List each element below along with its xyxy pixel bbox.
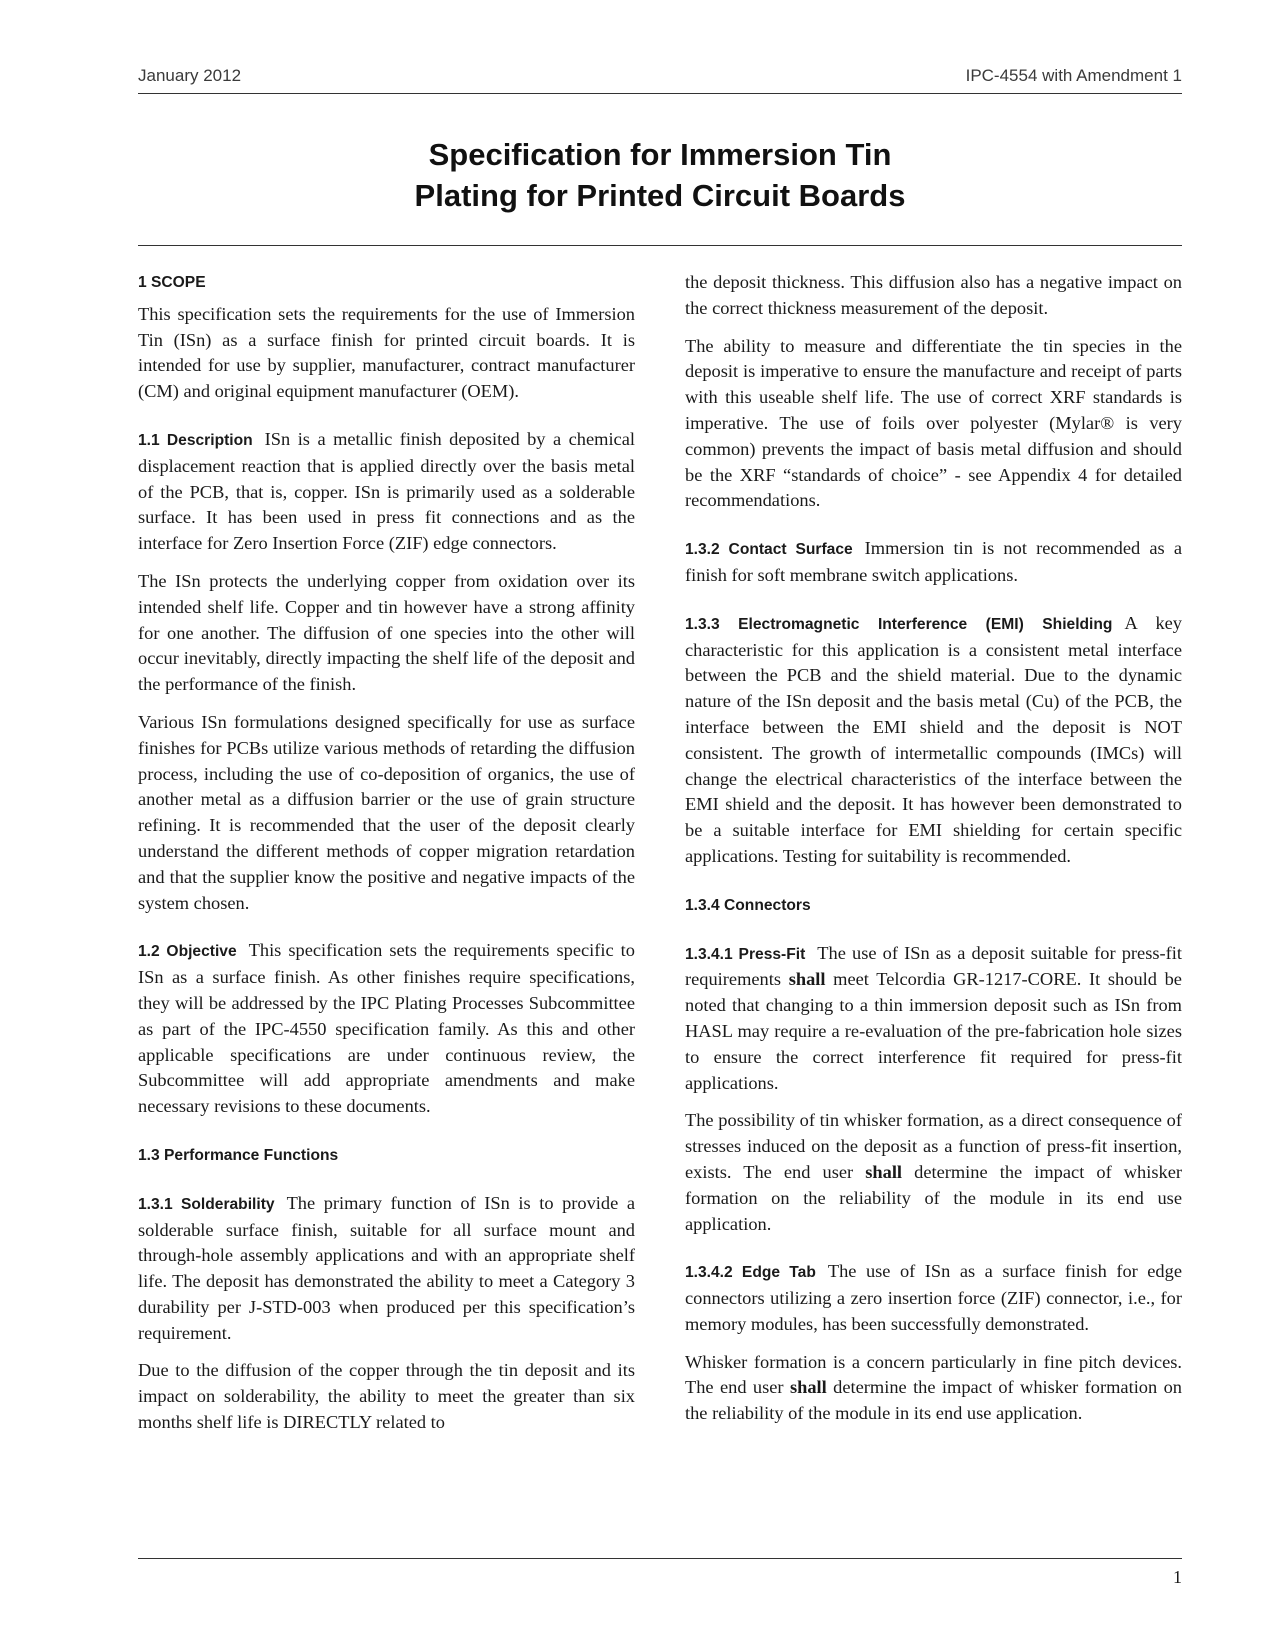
fine-pitch-text-b: determine the impact of whisker formation on the reliability of the module in its end use application. bbox=[685, 1377, 1182, 1424]
paragraph-scope: This specification sets the requirements for the use of Immersion Tin (ISn) as a surface finish for printed circuit boards. It is intended for use by supplier, manufacturer, contract manufacturer (CM) and original equipment manufacturer (OEM). bbox=[138, 303, 635, 402]
title-line-1: Specification for Immersion Tin bbox=[428, 137, 892, 172]
paragraph-measurement: The ability to measure and differentiate the tin species in the deposit is imperative to ensure the manufacture and receipt of parts with this useable shelf life. The use of correct XRF standards is imperative. The use of foils over polyester (Mylar® is very common) prevents the impact of basis metal diffusion and should be the XRF “standards of choice” - see Appendix 4 for detailed recommendations. bbox=[685, 335, 1182, 511]
contact-surface-heading: 1.3.2 Contact Surface bbox=[685, 541, 853, 559]
header-date: January 2012 bbox=[138, 66, 242, 85]
emi-shielding-text: A key characteristic for this application is a consistent metal interface between the PCB and the shield material. Due to the dynamic nature of the ISn deposit and the basis metal (Cu) of the PCB, the interface between the EMI shield and the deposit is NOT consistent. The growth of intermetallic compounds (IMCs) will change the electrical characteristics of the interface between the EMI shield and the deposit. It has however been demonstrated to be a suitable interface for EMI shielding for certain specific applications. Testing for suitability is recommended. bbox=[685, 612, 1182, 866]
page-number: 1 bbox=[1173, 1567, 1182, 1587]
paragraph-solderability bbox=[138, 1191, 635, 1347]
press-fit-text-b: meet Telcordia GR-1217-CORE. It should be noted that changing to a thin immersion deposit such as ISn from HASL may require a re-evaluation of the pre-fabrication hole sizes to ensure the correct interference fit required for press-fit applications. bbox=[685, 969, 1182, 1093]
emi-shielding-heading: 1.3.3 Electromagnetic Interference (EMI) Shielding bbox=[685, 615, 1113, 633]
paragraph-diffusion: Due to the diffusion of the copper through the tin deposit and its impact on solderability, the ability to meet the greater than six months shelf life is DIRECTLY related to bbox=[138, 1360, 635, 1433]
paragraph-continued: the deposit thickness. This diffusion also has a negative impact on the correct thickness measurement of the deposit. bbox=[685, 272, 1182, 318]
paragraph-whisker bbox=[685, 1108, 1182, 1237]
section-heading-performance bbox=[138, 1142, 635, 1169]
header-rule bbox=[138, 93, 1182, 94]
edge-tab-heading: 1.3.4.2 Edge Tab bbox=[685, 1264, 816, 1282]
document-title bbox=[138, 134, 1182, 216]
connectors-heading: 1.3.4 Connectors bbox=[685, 896, 811, 914]
solderability-text: The primary function of ISn is to provide a solderable surface finish, suitable for all surface mount and through-hole assembly applications and with an appropriate shelf life. The deposit has demonstrated the ability to meet a Category 3 durability per J-STD-003 when produced per this specification’s requirement. bbox=[138, 1192, 635, 1343]
press-fit-shall: shall bbox=[788, 969, 826, 990]
whisker-shall: shall bbox=[865, 1161, 903, 1182]
description-text: ISn is a metallic finish deposited by a chemical displacement reaction that is applied directly over the basis metal of the PCB, that is, copper. ISn is primarily used as a solderable surface. It has been used in press fit connections and as the interface for Zero Insertion Force (ZIF) edge connectors. bbox=[138, 428, 635, 554]
objective-heading: 1.2 Objective bbox=[138, 943, 237, 961]
fine-pitch-shall: shall bbox=[789, 1377, 827, 1398]
title-rule bbox=[138, 245, 1182, 246]
paragraph-fine-pitch bbox=[685, 1350, 1182, 1427]
title-line-2: Plating for Printed Circuit Boards bbox=[414, 178, 906, 213]
scope-heading: 1 SCOPE bbox=[138, 274, 206, 291]
paragraph-objective bbox=[138, 938, 635, 1120]
paragraph-formulations: Various ISn formulations designed specifically for use as surface finishes for PCBs utilize various methods of retarding the diffusion process, including the use of co-deposition of organics, the use of another metal as a diffusion barrier or the use of grain structure refining. It is recommended that the user of the deposit clearly understand the different methods of copper migration retardation and that the supplier know the positive and negative impacts of the system chosen. bbox=[138, 711, 635, 913]
paragraph-description bbox=[138, 427, 635, 557]
paragraph-edge-tab bbox=[685, 1259, 1182, 1337]
press-fit-text-a: The use of ISn as a deposit suitable for press-fit requirements bbox=[685, 942, 1182, 990]
solderability-heading: 1.3.1 Solderability bbox=[138, 1195, 275, 1213]
whisker-text-a: The possibility of tin whisker formation, as a direct consequence of stresses induced on the deposit as a function of press-fit insertion, exists. The end user bbox=[685, 1110, 1182, 1182]
description-heading: 1.1 Description bbox=[138, 431, 253, 449]
whisker-text-b: determine the impact of whisker formation on the reliability of the module in its end use application. bbox=[685, 1161, 1182, 1234]
running-header bbox=[138, 62, 1182, 90]
right-column bbox=[685, 270, 1182, 1439]
paragraph-press-fit bbox=[685, 941, 1182, 1097]
paragraph-protection: The ISn protects the underlying copper from oxidation over its intended shelf life. Copper and tin however have a strong affinity for one another. The diffusion of one species into the other will occur inevitably, directly impacting the shelf life of the deposit and the performance of the finish. bbox=[138, 570, 635, 695]
edge-tab-text: The use of ISn as a surface finish for edge connectors utilizing a zero insertion force (ZIF) connector, i.e., for memory modules, has been successfully demonstrated. bbox=[685, 1261, 1182, 1334]
header-document-id: IPC-4554 with Amendment 1 bbox=[965, 66, 1182, 85]
objective-text: This specification sets the requirements specific to ISn as a surface finish. As other finishes require specifications, they will be addressed by the IPC Plating Processes Subcommittee as part of the IPC-4550 specification family. As this and other applicable specifications are under continuous review, the Subcommittee will add appropriate amendments and make necessary revisions to these documents. bbox=[138, 940, 635, 1117]
press-fit-heading: 1.3.4.1 Press-Fit bbox=[685, 945, 806, 963]
fine-pitch-text-a: Whisker formation is a concern particularly in fine pitch devices. The end user bbox=[685, 1351, 1182, 1398]
footer-rule bbox=[138, 1558, 1182, 1559]
section-heading-connectors bbox=[685, 892, 1182, 919]
contact-surface-text: Immersion tin is not recommended as a finish for soft membrane switch applications. bbox=[685, 538, 1182, 585]
paragraph-emi-shielding bbox=[685, 611, 1182, 870]
performance-heading: 1.3 Performance Functions bbox=[138, 1146, 339, 1164]
section-heading-scope bbox=[138, 269, 635, 296]
left-column bbox=[138, 269, 635, 1448]
paragraph-contact-surface bbox=[685, 536, 1182, 589]
